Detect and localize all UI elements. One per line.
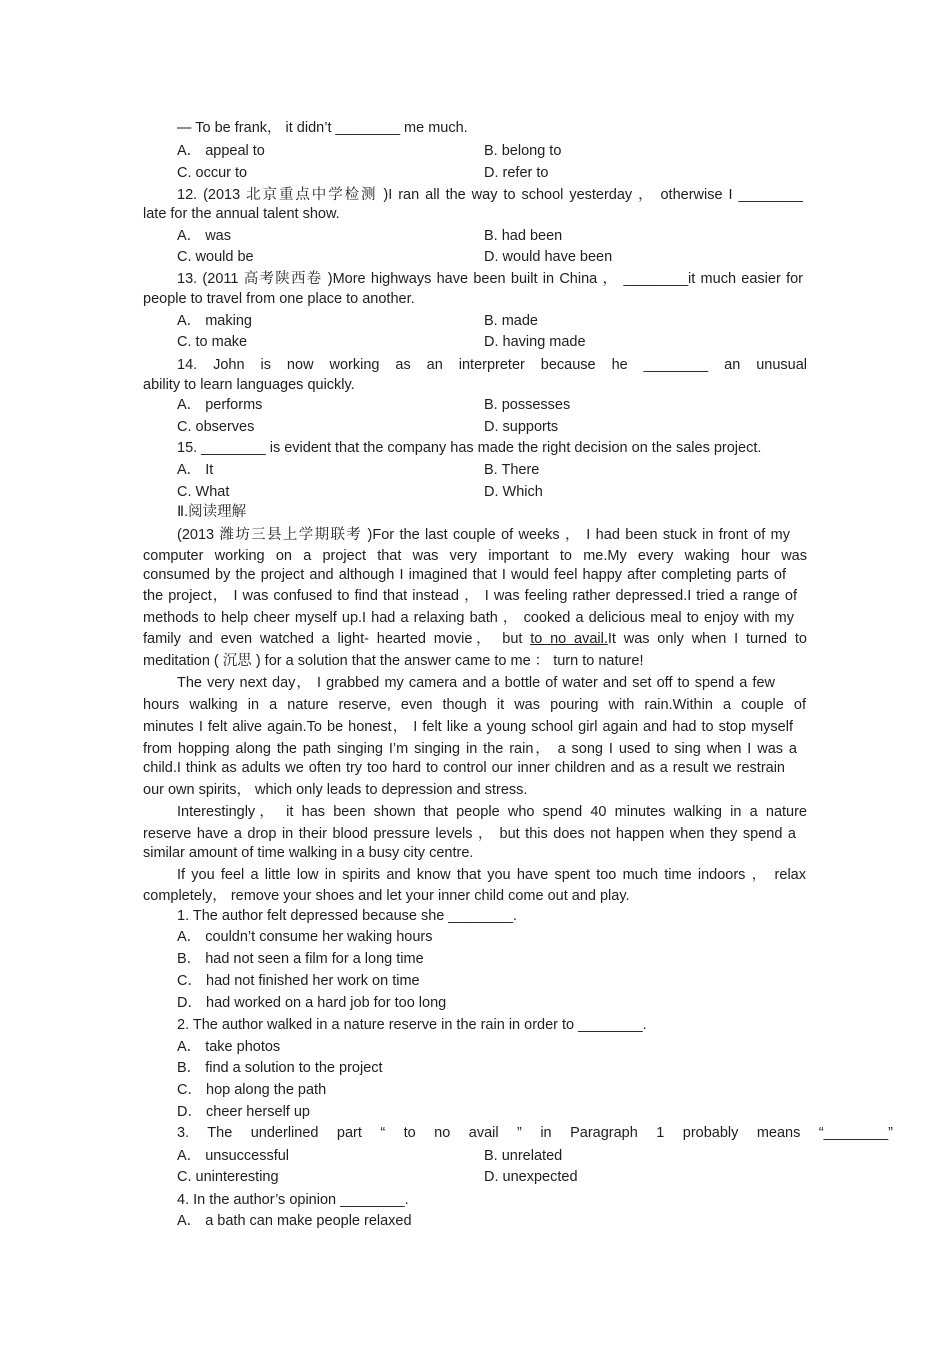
option-c: C． hop along the path bbox=[177, 1082, 327, 1098]
question-stem-cont: people to travel from one place to another. bbox=[143, 291, 415, 307]
passage-line: the project， I was confused to find that instead ， I was feeling rather depressed.I tried a range of bbox=[143, 588, 797, 604]
question-stem: 12. (2013 北京重点中学检测 )I ran all the way to school yesterday ， otherwise I ________ bbox=[177, 187, 803, 203]
option-d: D. refer to bbox=[484, 165, 549, 181]
passage-line: consumed by the project and although I imagined that I would feel happy after completing parts of bbox=[143, 567, 786, 583]
question-stem: 2. The author walked in a nature reserve in the rain in order to ________. bbox=[177, 1017, 647, 1033]
option-c: C. to make bbox=[177, 334, 248, 350]
question-stem: 1. The author felt depressed because she ________. bbox=[177, 908, 517, 924]
option-c: C. occur to bbox=[177, 165, 248, 181]
option-a: A． appeal to bbox=[177, 143, 265, 159]
underlined-phrase: to no avail. bbox=[530, 631, 608, 647]
passage-line: minutes I felt alive again.To be honest， I felt like a young school girl again and had to stop myself bbox=[143, 719, 793, 735]
passage-line: completely， remove your shoes and let your inner child come out and play. bbox=[143, 888, 630, 904]
option-b: B. unrelated bbox=[484, 1148, 563, 1164]
passage-line: The very next day， I grabbed my camera and a bottle of water and set off to spend a few bbox=[177, 675, 775, 691]
option-d: D. having made bbox=[484, 334, 586, 350]
option-a: A． take photos bbox=[177, 1039, 281, 1055]
option-a: A． couldn’t consume her waking hours bbox=[177, 929, 433, 945]
question-stem: 14. John is now working as an interpreter because he ________ an unusual bbox=[177, 357, 807, 373]
option-b: B． find a solution to the project bbox=[177, 1060, 383, 1076]
option-b: B. belong to bbox=[484, 143, 562, 159]
passage-text: family and even watched a light- hearted movie， but bbox=[143, 631, 523, 647]
option-b: B. had been bbox=[484, 228, 563, 244]
option-c: C. would be bbox=[177, 249, 254, 265]
passage-line: child.I think as adults we often try too hard to control our inner children and as a result we restrain bbox=[143, 760, 785, 776]
option-d: D. unexpected bbox=[484, 1169, 578, 1185]
question-stem-cont: ability to learn languages quickly. bbox=[143, 377, 355, 393]
question-stem: — To be frank， it didn’t ________ me much. bbox=[177, 120, 468, 136]
option-a: A． a bath can make people relaxed bbox=[177, 1213, 412, 1229]
question-stem: 3. The underlined part “ to no avail ” in Paragraph 1 probably means “________” bbox=[177, 1125, 893, 1141]
passage-line: similar amount of time walking in a busy city centre. bbox=[143, 845, 474, 861]
question-stem: 4. In the author’s opinion ________. bbox=[177, 1192, 409, 1208]
passage-line: computer working on a project that was very important to me.My every waking hour was bbox=[143, 548, 807, 564]
question-stem-cont: late for the annual talent show. bbox=[143, 206, 340, 222]
passage-line: (2013 潍坊三县上学期联考 )For the last couple of weeks ， I had been stuck in front of my bbox=[177, 527, 790, 543]
option-d: D． cheer herself up bbox=[177, 1104, 310, 1120]
option-d: D. would have been bbox=[484, 249, 613, 265]
passage-line: Interestingly， it has been shown that people who spend 40 minutes walking in a nature bbox=[177, 804, 807, 820]
option-d: D. Which bbox=[484, 484, 543, 500]
option-b: B. made bbox=[484, 313, 538, 329]
passage-line: If you feel a little low in spirits and know that you have spent too much time indoors ， relax bbox=[177, 867, 806, 883]
option-c: C． had not finished her work on time bbox=[177, 973, 420, 989]
option-c: C. uninteresting bbox=[177, 1169, 279, 1185]
passage-line bbox=[143, 630, 807, 648]
passage-line: methods to help cheer myself up.I had a relaxing bath ， cooked a delicious meal to enjoy with my bbox=[143, 610, 794, 626]
passage-line: our own spirits， which only leads to depression and stress. bbox=[143, 782, 528, 798]
option-b: B. There bbox=[484, 462, 540, 478]
option-a: A． making bbox=[177, 313, 252, 329]
passage-line: hours walking in a nature reserve, even though it was pouring with rain.Within a couple of bbox=[143, 697, 806, 713]
question-stem: 15. ________ is evident that the company has made the right decision on the sales project. bbox=[177, 440, 762, 456]
option-d: D． had worked on a hard job for too long bbox=[177, 995, 447, 1011]
passage-line: reserve have a drop in their blood pressure levels ， but this does not happen when they spend a bbox=[143, 826, 796, 842]
question-stem: 13. (2011 高考陕西卷 )More highways have been built in China ， ________it much easier for bbox=[177, 271, 803, 287]
option-d: D. supports bbox=[484, 419, 559, 435]
option-a: A． was bbox=[177, 228, 231, 244]
passage-text: It was only when I turned to bbox=[607, 631, 807, 647]
option-b: B． had not seen a film for a long time bbox=[177, 951, 424, 967]
option-a: A． unsuccessful bbox=[177, 1148, 290, 1164]
option-b: B. possesses bbox=[484, 397, 571, 413]
option-c: C. What bbox=[177, 484, 230, 500]
option-c: C. observes bbox=[177, 419, 255, 435]
passage-line: from hopping along the path singing I’m singing in the rain， a song I used to sing when I was a bbox=[143, 741, 797, 757]
section-title: Ⅱ.阅读理解 bbox=[177, 504, 247, 520]
option-a: A． It bbox=[177, 462, 214, 478]
passage-line: meditation ( 沉思 ) for a solution that the answer came to me ： turn to nature! bbox=[143, 653, 644, 669]
option-a: A． performs bbox=[177, 397, 263, 413]
